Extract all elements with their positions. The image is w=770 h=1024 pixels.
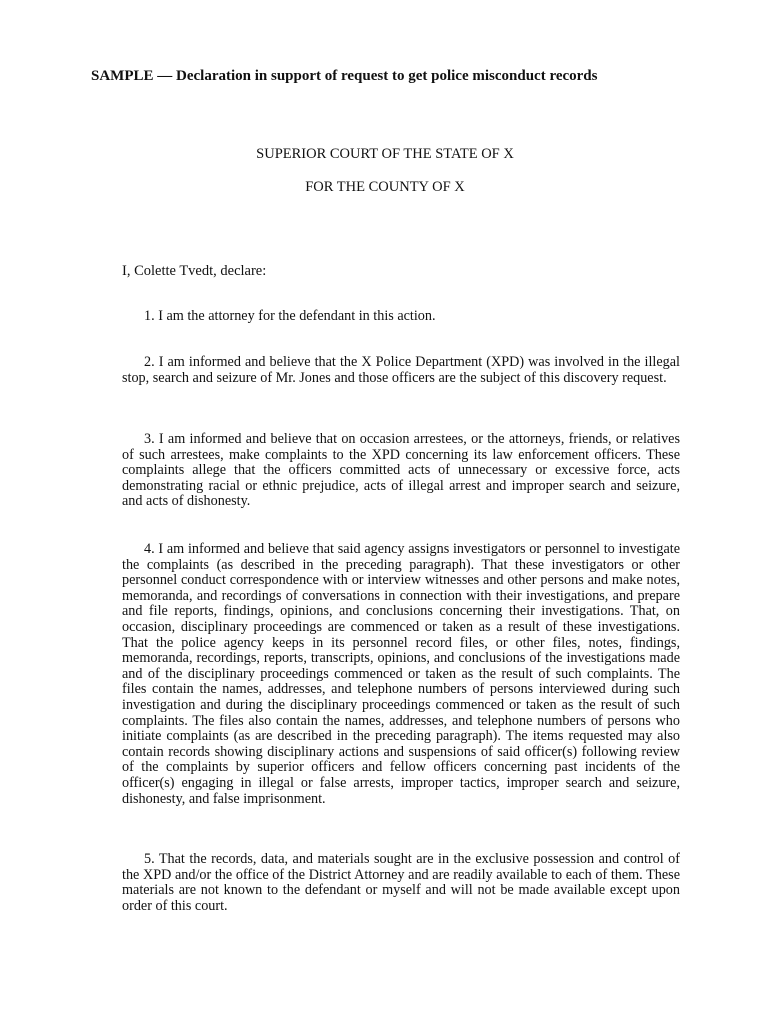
- county-line: FOR THE COUNTY OF X: [305, 179, 465, 195]
- paragraph-4: 4. I am informed and believe that said agency assigns investigators or personnel to investigate the complaints (as described in the preceding paragraph). That these investigators or other personnel conduct correspondence with or interview witnesses and other persons and make notes, memoranda, and recordings of conversations in connection with their investigations, and prepare and file reports, findings, opinions, and conclusions concerning their investigations. That, on occasion, disciplinary proceedings are commenced or taken as a result of these investigations. That the police agency keeps in its personnel record files, or other files, notes, findings, memoranda, recordings, reports, transcripts, opinions, and conclusions of the investigations made and of the disciplinary proceedings commenced or taken as the result of such complaints. The files contain the names, addresses, and telephone numbers of persons interviewed during such investigation and during the disciplinary proceedings commenced or taken as the result of such complaints. The files also contain the names, addresses, and telephone numbers of persons who initiate complaints (as are described in the preceding paragraph). The items requested may also contain records showing disciplinary actions and suspensions of said officer(s) following review of the complaints by superior officers and fellow officers concerning past incidents of the officer(s) engaging in illegal or false arrests, improper tactics, improper search and seizure, dishonesty, and false imprisonment.: [122, 541, 680, 807]
- paragraph-5: 5. That the records, data, and materials sought are in the exclusive possession and control of the XPD and/or the office of the District Attorney and are readily available to each of them. These materials are not known to the defendant or myself and will not be made available except upon order of this court.: [122, 851, 680, 914]
- court-name: SUPERIOR COURT OF THE STATE OF X: [256, 146, 514, 162]
- declarant-line: I, Colette Tvedt, declare:: [122, 263, 267, 279]
- paragraph-2: 2. I am informed and believe that the X Police Department (XPD) was involved in the illegal stop, search and seizure of Mr. Jones and those officers are the subject of this discovery request.: [122, 354, 680, 386]
- paragraph-1: 1. I am the attorney for the defendant in this action.: [144, 308, 436, 324]
- paragraph-3: 3. I am informed and believe that on occasion arrestees, or the attorneys, friends, or relatives of such arrestees, make complaints to the XPD concerning its law enforcement officers. These complaints allege that the officers committed acts of unnecessary or excessive force, acts demonstrating racial or ethnic prejudice, acts of illegal arrest and improper search and seizure, and acts of dishonesty.: [122, 431, 680, 510]
- sample-title: SAMPLE — Declaration in support of request to get police misconduct records: [91, 68, 598, 84]
